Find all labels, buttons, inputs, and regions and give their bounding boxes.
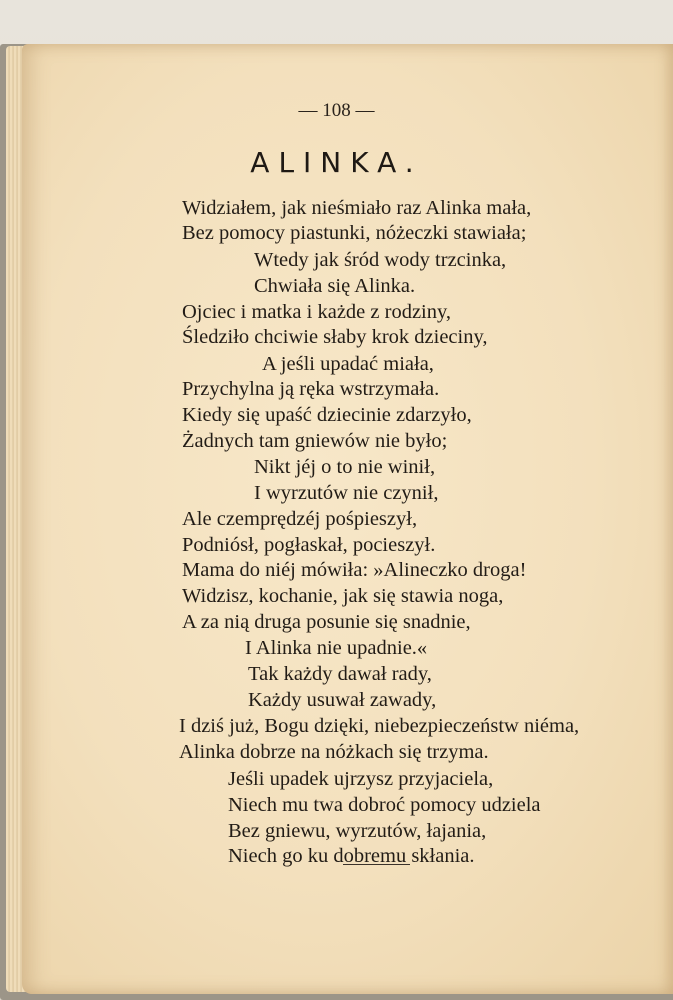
poem-line: Widzisz, kochanie, jak się stawia noga, — [182, 585, 504, 607]
poem-line: Każdy usuwał zawady, — [248, 689, 437, 711]
poem-line: I wyrzutów nie czynił, — [254, 482, 439, 504]
poem-line: I Alinka nie upadnie.« — [245, 637, 428, 659]
poem-line: A jeśli upadać miała, — [262, 353, 434, 375]
poem-line: Śledziło chciwie słaby krok dzieciny, — [182, 326, 488, 348]
poem-line: Niech go ku dobremu skłania. — [228, 845, 475, 867]
poem-line: Nikt jéj o to nie winił, — [254, 456, 436, 478]
poem-line: Jeśli upadek ujrzysz przyjaciela, — [228, 768, 494, 790]
poem-line: Podniósł, pogłaskał, pocieszył. — [182, 534, 436, 556]
poem-line: Bez pomocy piastunki, nóżeczki stawiała; — [182, 222, 527, 244]
poem-line: Chwiała się Alinka. — [254, 275, 416, 297]
poem-line: Bez gniewu, wyrzutów, łajania, — [228, 820, 487, 842]
poem-line: Żadnych tam gniewów nie było; — [182, 430, 448, 452]
poem-line: Ojciec i matka i każde z rodziny, — [182, 301, 452, 323]
page-number: — 108 — — [298, 100, 375, 121]
poem-title: ALINKA. — [250, 146, 423, 179]
poem-line: Tak każdy dawał rady, — [248, 663, 432, 685]
poem-line: Przychylna ją ręka wstrzymała. — [182, 378, 440, 400]
poem-line: Wtedy jak śród wody trzcinka, — [254, 249, 507, 271]
poem-line: Widziałem, jak nieśmiało raz Alinka mała, — [182, 197, 532, 219]
poem-line: A za nią druga posunie się snadnie, — [182, 611, 471, 633]
poem-line: Kiedy się upaść dziecinie zdarzyło, — [182, 404, 472, 426]
end-rule — [343, 864, 410, 865]
poem-line: Mama do niéj mówiła: »Alineczko droga! — [182, 559, 527, 581]
poem-line: I dziś już, Bogu dzięki, niebezpieczeństw niéma, — [179, 715, 580, 737]
poem-line: Ale czemprędzéj pośpieszył, — [182, 508, 418, 530]
poem-line: Alinka dobrze na nóżkach się trzyma. — [179, 741, 489, 763]
poem-line: Niech mu twa dobroć pomocy udziela — [228, 794, 541, 816]
